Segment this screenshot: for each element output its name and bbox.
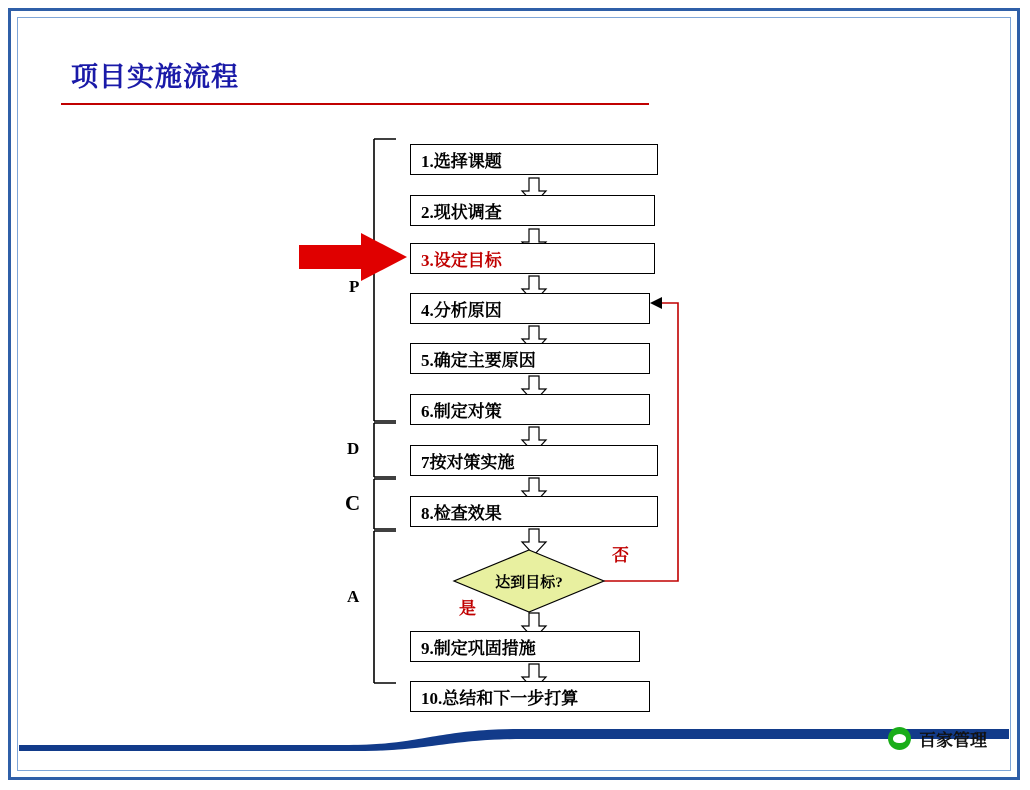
- flow-step-6[interactable]: [410, 394, 650, 425]
- wechat-icon: [888, 727, 911, 750]
- flow-step-5-label: 5.确定主要原因: [421, 351, 536, 370]
- current-step-arrow: [299, 233, 407, 281]
- page-title: 项目实施流程: [71, 62, 239, 92]
- flow-step-7[interactable]: [410, 445, 658, 476]
- flow-step-2-label: 2.现状调查: [421, 203, 502, 222]
- flow-step-3-label: 3.设定目标: [421, 251, 502, 270]
- flow-step-2[interactable]: [410, 195, 655, 226]
- flow-step-9-label: 9.制定巩固措施: [421, 639, 536, 658]
- flow-step-4-label: 4.分析原因: [421, 301, 502, 320]
- flow-step-3[interactable]: [410, 243, 655, 274]
- decision-no-label: 否: [612, 546, 629, 565]
- phase-label-p: P: [349, 277, 360, 296]
- decision-node[interactable]: [454, 550, 604, 612]
- flow-step-8-label: 8.检查效果: [421, 504, 502, 523]
- phase-label-a: A: [347, 587, 360, 606]
- flow-step-6-label: 6.制定对策: [421, 402, 502, 421]
- footer-logo: [888, 726, 987, 751]
- flow-step-8[interactable]: [410, 496, 658, 527]
- flow-step-7-label: 7按对策实施: [421, 453, 515, 472]
- decision-label: 达到目标?: [495, 574, 563, 591]
- flow-step-1-label: 1.选择课题: [421, 152, 502, 171]
- flow-step-5[interactable]: [410, 343, 650, 374]
- flow-step-9[interactable]: [410, 631, 640, 662]
- decision-yes-label: 是: [459, 599, 476, 618]
- flow-step-10[interactable]: [410, 681, 650, 712]
- footer-decoration: [19, 727, 1009, 751]
- flow-step-4[interactable]: [410, 293, 650, 324]
- flow-step-1[interactable]: [410, 144, 658, 175]
- slide: [8, 8, 1020, 780]
- flow-step-10-label: 10.总结和下一步打算: [421, 689, 579, 708]
- phase-label-c: C: [345, 491, 361, 515]
- flowchart: [11, 11, 1023, 783]
- footer-logo-text: 百家管理: [919, 731, 987, 750]
- phase-label-d: D: [347, 439, 360, 458]
